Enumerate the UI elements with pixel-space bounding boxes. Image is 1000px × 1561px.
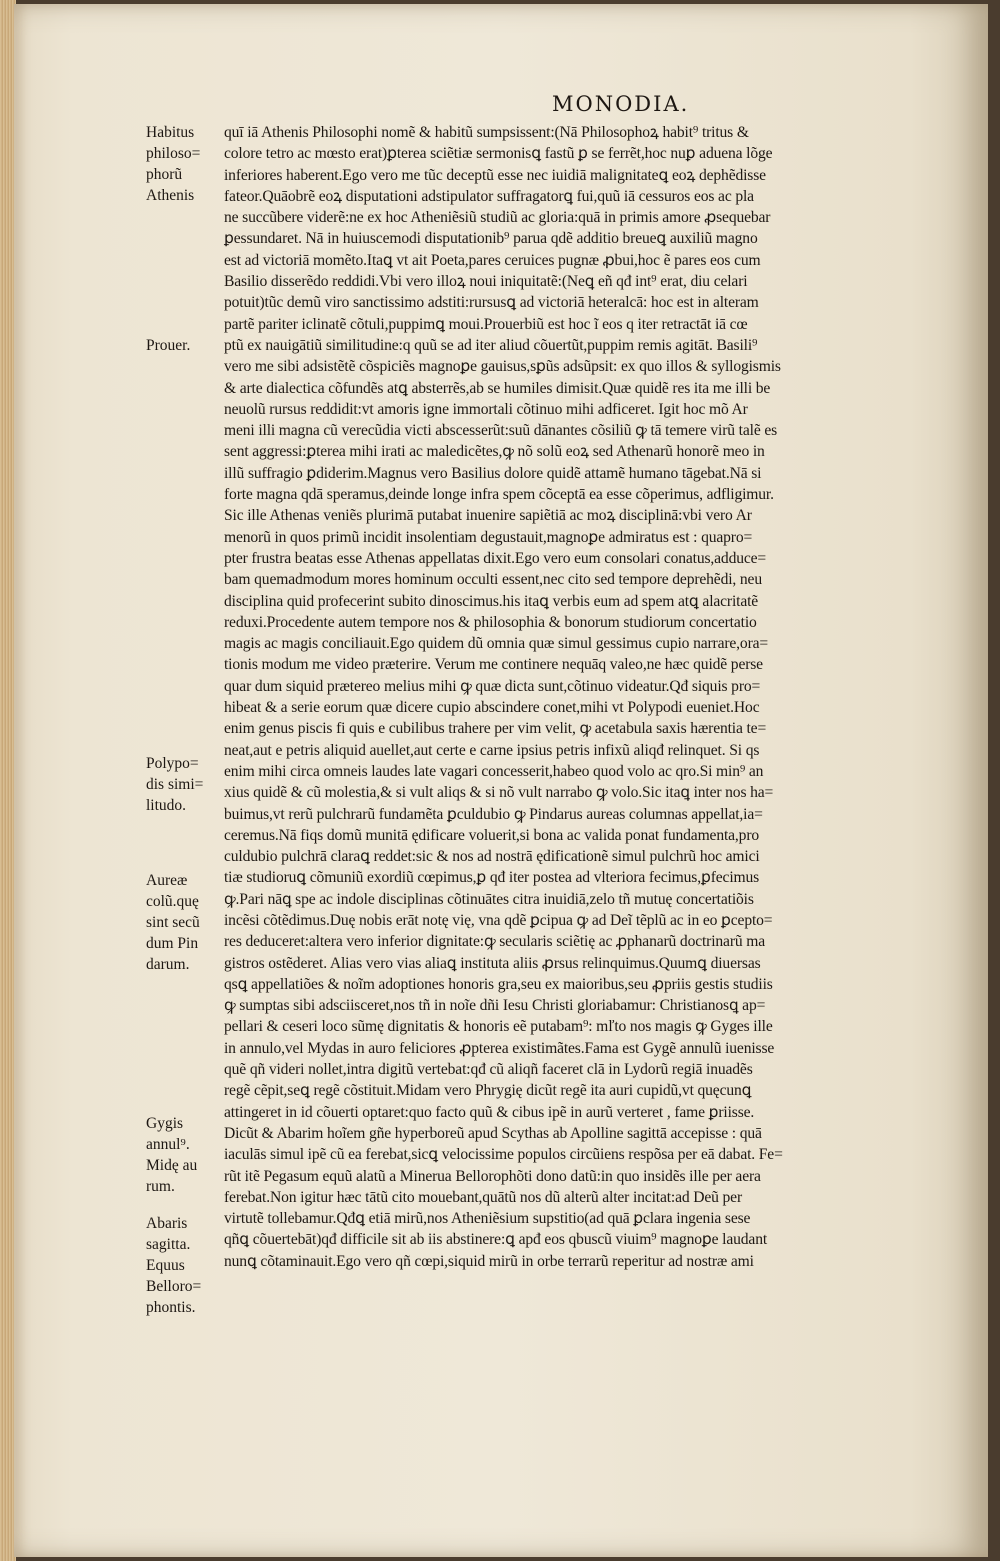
text-line: rũt itẽ Pegasum equũ alatũ a Minerua Bellorophõti dono datũ:in quo insidẽs ille per aera — [224, 1167, 761, 1185]
text-line: pellari & ceseri loco sũmę dignitatis & honoris eẽ putabam⁹: mľto nos magis ꝙ Gyges ille — [224, 1018, 773, 1036]
text-line: res deduceret:altera vero inferior dignitate:ꝙ secularis sciẽtię ac ꝓphanarũ doctrinarũ ma — [224, 933, 766, 951]
margin-note-line: dum Pin — [146, 935, 199, 952]
margin-note-line: Prouer. — [146, 337, 191, 354]
margin-note-line: dis simi= — [146, 776, 204, 793]
margin-note-line: colũ.quę — [146, 893, 199, 910]
text-line: quī iā Athenis Philosophi nomẽ & habitũ sumpsissent:(Nā Philosophoꝝ habit⁹ tritus & — [224, 124, 749, 141]
text-line: Basilio disserẽdo reddidi.Vbi vero illoꝝ noui iniquitatẽ:(Neꝗ eñ qđ int⁹ erat, diu celari — [224, 273, 748, 291]
text-line: enim mihi circa omneis laudes late vagari concesserit,habeo quod volo ac qro.Si min⁹ an — [224, 762, 764, 780]
text-line: bam quemadmodum mores hominum occulti essent,nec cito sed tempore deprehẽdi, neu — [224, 571, 762, 589]
text-line: hibeat & a serie eorum quæ dicere cupio abscindere conet,mihi vt Polypodi eueniet.Hoc — [224, 699, 760, 717]
text-line: culdubio pulchrā claraꝗ reddet:sic & nos ad nostrā ędificationẽ simul pulchrũ hoc amici — [224, 848, 760, 866]
text-line: quar dum siquid prætereo melius mihi ꝙ quæ dicta sunt,cõtinuo videatur.Qđ siquis pro= — [224, 677, 761, 695]
text-line: iaculās simul ipẽ cũ ea ferebat,sicꝗ velocissime populos circũiens respõsa per eā dabat. Fe= — [224, 1146, 783, 1164]
margin-note-line: Abaris — [146, 1215, 188, 1232]
text-line: meni illi magna cũ verecũdia victi abscesserũt:suũ dānantes cõsiliũ ꝙ tā temere virũ talẽ es — [224, 422, 778, 440]
text-line: ferebat.Non igitur hæc tātũ cito mouebant,quātũ nos dũ alterũ alter incitat:ad Deũ per — [224, 1188, 742, 1206]
text-line: vero me sibi adsistẽtẽ cõspiciẽs magnoꝑe gauisus,sꝑũs adsũpsit: ex quo illos & syllogismis — [224, 358, 781, 376]
margin-note-line: Habitus — [146, 124, 195, 141]
text-line: reduxi.Procedente autem tempore nos & philosophia & bonorum studiorum concertatio — [224, 613, 757, 631]
body-text — [146, 122, 964, 1272]
running-head: MONODIA. — [552, 92, 690, 116]
margin-note-line: Athenis — [146, 187, 195, 204]
text-line: qsꝗ appellatiões & noĩm adoptiones honoris gra,seu ex maioribus,seu ꝓpriis gestis studiis — [224, 975, 773, 993]
text-line: Sic ille Athenas veniẽs plurimā putabat inuenire sapiẽtiā ac moꝝ disciplinā:vbi vero Ar — [224, 507, 752, 525]
text-line: virtutẽ tollebamur.Qđꝗ etiā mirũ,nos Atheniẽsium supstitio(ad quā ꝑclara ingenia sese — [224, 1210, 751, 1228]
text-line: qñꝗ cõuertebāt)qđ difficile sit ab iis abstinere:ꝗ apđ eos qbuscũ viuim⁹ magnoꝑe laudant — [224, 1231, 768, 1249]
text-line: neat,aut e petris aliquid auellet,aut certe e carne ipsius petris infixũ aliqđ relinquet. Si qs — [224, 741, 760, 759]
text-line: ne succũbere viderẽ:ne ex hoc Atheniẽsiũ studiũ ac gloria:quā in primis amore ꝓsequebar — [224, 209, 771, 227]
text-line: ptũ ex nauigātiũ similitudine:q quũ se ad iter aliud cõuertũt,puppim remis agitāt. Basili⁹ — [224, 336, 758, 354]
margin-note-line: Midę au — [146, 1157, 198, 1174]
text-line: inferiores haberent.Ego vero me tũc deceptũ esse nec iuidiā malignitateꝗ eoꝝ dephẽdisse — [224, 166, 766, 184]
text-line: neuolũ rursus reddidit:vt amoris igne immortali cõtinuo mihi adficeret. Igit hoc mõ Ar — [224, 400, 748, 418]
text-line: fateor.Quāobrẽ eoꝝ disputationi adstipulator suffragatorꝗ fui,quũ iā cessuros eos ac pla — [224, 187, 754, 205]
text-line: magis ac magis conciliauit.Ego quidem dũ omnia quæ simul gessimus cupio narrare,ora= — [224, 635, 769, 653]
margin-note-line: litudo. — [146, 797, 187, 814]
text-line: Dicũt & Abarim hoĩem gñe hyperboreũ apud Scythas ab Apolline sagittā accepisse : quā — [224, 1124, 762, 1142]
margin-note-line: Polypo= — [146, 755, 199, 772]
text-line: tionis modum me video præterire. Verum me continere nequāq valeo,ne hæc quidẽ perse — [224, 656, 763, 674]
text-line: pter frustra beatas esse Athenas appellatas dixit.Ego vero eum consolari conatus,adduce= — [224, 549, 767, 567]
margin-note-line: philoso= — [146, 145, 201, 162]
text-line: forte magna qdā speramus,deinde longe infra spem cõceptā ea esse cõperimus, adfligimur. — [224, 486, 774, 504]
margin-note-line: rum. — [146, 1178, 175, 1195]
text-line: colore tetro ac mœsto erat)ꝑterea sciẽtiæ sermonisꝗ fastũ ꝑ se ferrẽt,hoc nuꝑ aduena lõge — [224, 145, 773, 163]
margin-note-line: darum. — [146, 956, 190, 973]
text-line: potuit)tũc demũ viro sanctissimo adstiti:rursusꝗ ad victoriā heteralcā: hoc est in alteram — [224, 294, 759, 312]
text-line: in annulo,vel Mydas in auro feliciores ꝓpterea existimãtes.Fama est Gygẽ annulũ iuenisse — [224, 1039, 775, 1057]
text-line: partẽ pariter iclinatẽ cõtuli,puppimꝗ moui.Prouerbiũ est hoc ĩ eos q iter retractāt iā cœ — [224, 315, 748, 333]
text-line: quẽ qñ videri nollet,intra digitũ vertebat:qđ cũ aliqñ faceret clā in Lydorũ regiā inuadẽs — [224, 1061, 753, 1079]
margin-note-line: phorũ — [146, 166, 183, 183]
margin-note-line: Aureæ — [146, 872, 188, 889]
text-line: disciplina quid profecerint subito dinoscimus.his itaꝗ verbis eum ad spem atꝗ alacritatẽ — [224, 592, 759, 610]
text-line: regẽ cẽpit,seꝗ regẽ cõstituit.Midam vero Phrygię dicũt regẽ ita auri cupidũ,vt quęcunꝗ — [224, 1082, 752, 1100]
text-line: ꝙ sumptas sibi adsciisceret,nos tñ in noĩe dñi Iesu Christi gloriabamur: Christianosꝗ ap= — [224, 997, 766, 1015]
text-line: attingeret in id cõuerti optaret:quo facto quũ & cibus ipẽ in aurũ verteret , fame ꝑriisse. — [224, 1103, 755, 1121]
text-line: incẽsi cõtẽdimus.Duę nobis erāt notę vię, vna qdẽ ꝑcipua ꝙ ad Deĩ tẽplũ ac in eo ꝑcepto= — [224, 911, 773, 929]
margin-note-line: Equus — [146, 1257, 185, 1274]
text-line: est ad victoriā momẽto.Itaꝗ vt ait Poeta,pares ceruices pugnæ ꝓbui,hoc ẽ pares eos cum — [224, 251, 761, 269]
margin-note-line: sint secũ — [146, 914, 200, 931]
text-line: xius quidẽ & cũ molestia,& si vult aliqs & si nõ vult narrabo ꝙ volo.Sic itaꝗ inter nos ha= — [224, 784, 774, 802]
text-line: sent aggressi:ꝑterea mihi irati ac maledicẽtes,ꝙ nõ solũ eoꝝ sed Athenarũ honorẽ meo in — [224, 443, 765, 461]
margin-note-line: annul⁹. — [146, 1136, 190, 1153]
text-line: & arte dialectica cõfundẽs atꝗ absterrẽs,ab se humiles dimisit.Quæ quidẽ res ita me illi be — [224, 379, 771, 397]
text-line: buimus,vt rerũ pulchrarũ fundamẽta ꝑculdubio ꝙ Pindarus aureas columnas appellat,ia= — [224, 805, 763, 823]
margin-note-line: Belloro= — [146, 1278, 202, 1295]
margin-note-line: sagitta. — [146, 1236, 191, 1253]
text-line: gistros ostẽderet. Alias vero vias aliaꝗ instituta aliis ꝓrsus relinquimus.Quumꝗ diuersas — [224, 954, 761, 972]
text-line: tiæ studioruꝗ cõmuniũ exordiũ cœpimus,ꝑ qđ iter postea ad vlteriora fecimus,ꝑfecimus — [224, 869, 760, 887]
text-line: enim genus piscis fi quis e cubilibus trahere per vim velit, ꝙ acetabula saxis hærentia te= — [224, 720, 767, 738]
text-line: ꝙ.Pari nāꝗ spe ac indole disciplinas cõtinuātes citra inuidiā,zelo tñ mutuę concertatiõis — [224, 890, 754, 908]
margin-note-line: Gygis — [146, 1115, 184, 1132]
margin-note-line: phontis. — [146, 1299, 196, 1316]
text-line: nunꝗ cõtaminauit.Ego vero qñ cœpi,siquid mirũ in orbe terrarũ reperitur ad nostræ ami — [224, 1252, 754, 1270]
text-line: ceremus.Nā fiqs domũ munitā ędificare voluerit,si bona ac valida ponat fundamenta,pro — [224, 826, 760, 844]
text-line: menorũ in quos primũ incidit insolentiam degustauit,magnoꝑe admiratus est : quapro= — [224, 528, 753, 546]
text-line: illũ suffragio ꝑdiderim.Magnus vero Basilius dolore quidẽ attamẽ humano tāgebat.Nā si — [224, 464, 762, 482]
text-line: ꝑessundaret. Nā in huiuscemodi disputationib⁹ parua qdẽ additio breueꝗ auxiliũ magno — [224, 230, 758, 248]
